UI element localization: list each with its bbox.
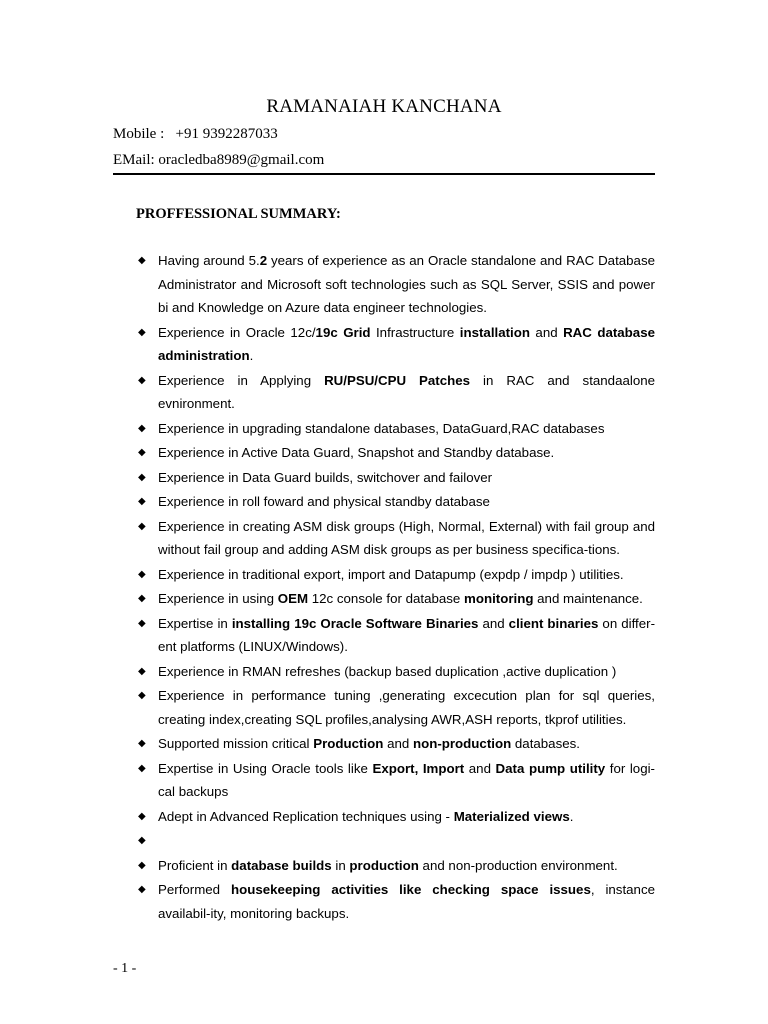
text: Expertise in Using Oracle tools like bbox=[158, 760, 373, 776]
email-value: oracledba8989@gmail.com bbox=[158, 152, 325, 168]
text: Experience in traditional export, import and Datapump (expdp / impdp ) utilities. bbox=[158, 566, 624, 582]
resume-name: RAMANAIAH KANCHANA bbox=[266, 96, 502, 117]
list-item bbox=[137, 612, 655, 659]
text: Experience in roll foward and physical standby database bbox=[158, 494, 490, 509]
text: and non-production environment. bbox=[418, 857, 618, 873]
text: Adept in Advanced Replication techniques using - bbox=[158, 808, 454, 824]
diamond-bullet-icon: ◆ bbox=[138, 617, 146, 629]
list-item bbox=[137, 757, 655, 804]
list-item bbox=[137, 732, 655, 756]
text: Experience in using bbox=[158, 591, 278, 606]
text: and bbox=[478, 615, 509, 631]
mobile-label: Mobile : bbox=[113, 126, 165, 142]
text: Experience in creating ASM disk groups (High, Normal, External) with fail group and without fail group and adding ASM disk groups as per business specifica-tions. bbox=[158, 518, 655, 557]
email-label: EMail: bbox=[113, 152, 155, 168]
diamond-bullet-icon: ◆ bbox=[138, 422, 146, 434]
text: , instance availabil-ity, monitoring backups. bbox=[158, 882, 655, 921]
bold-text: monitoring bbox=[464, 591, 534, 606]
diamond-bullet-icon: ◆ bbox=[138, 884, 146, 895]
text: Supported mission critical bbox=[158, 736, 314, 751]
bold-text: installation bbox=[459, 324, 530, 340]
text: in RAC and standaalone evnironment. bbox=[158, 372, 655, 411]
bold-text: OEM bbox=[277, 591, 309, 606]
text: 12c console for database bbox=[308, 591, 465, 606]
list-item bbox=[137, 684, 655, 731]
diamond-bullet-icon: ◆ bbox=[138, 255, 146, 266]
list-item bbox=[137, 490, 655, 514]
text: Infrastructure bbox=[370, 324, 460, 340]
bold-text: 2 bbox=[259, 253, 268, 268]
text: and bbox=[383, 736, 413, 751]
bold-text: installing 19c Oracle Software Binaries bbox=[231, 615, 479, 631]
diamond-bullet-icon: ◆ bbox=[138, 738, 146, 749]
list-item bbox=[137, 417, 655, 441]
list-item bbox=[137, 829, 655, 853]
text: Experience in performance tuning ,generating excecution plan for sql queries, creating index,creating SQL profiles,analysing AWR,ASH reports, tkprof utilities. bbox=[158, 688, 655, 727]
header-divider bbox=[113, 173, 655, 175]
list-item bbox=[137, 660, 655, 684]
diamond-bullet-icon: ◆ bbox=[138, 326, 146, 338]
diamond-bullet-icon: ◆ bbox=[138, 568, 146, 580]
diamond-bullet-icon: ◆ bbox=[138, 665, 146, 677]
bold-text: RU/PSU/CPU Patches bbox=[324, 372, 471, 388]
list-item bbox=[137, 466, 655, 490]
text: for logi-cal backups bbox=[158, 760, 655, 799]
text: in bbox=[331, 857, 350, 873]
mobile-value: +91 9392287033 bbox=[175, 126, 278, 142]
text: and maintenance. bbox=[533, 591, 643, 606]
bold-text: housekeeping activities like checking space issues bbox=[231, 882, 591, 897]
mobile-line bbox=[113, 126, 278, 143]
bold-text: Export, Import bbox=[372, 760, 465, 776]
bold-text: 19c Grid bbox=[315, 324, 371, 340]
bold-text: Production bbox=[313, 736, 384, 751]
text: . bbox=[569, 808, 574, 824]
diamond-bullet-icon: ◆ bbox=[138, 859, 146, 871]
bold-text: RAC database administration bbox=[158, 324, 655, 363]
bold-text: client binaries bbox=[508, 615, 599, 631]
list-item bbox=[137, 249, 655, 320]
diamond-bullet-icon: ◆ bbox=[138, 496, 146, 507]
list-item bbox=[137, 587, 655, 611]
text: Experience in Data Guard builds, switchover and failover bbox=[158, 469, 493, 485]
summary-bullet-list bbox=[137, 249, 655, 926]
diamond-bullet-icon: ◆ bbox=[138, 374, 146, 386]
text: Experience in RMAN refreshes (backup based duplication ,active duplication ) bbox=[158, 663, 617, 679]
bold-text: production bbox=[349, 857, 419, 873]
text: Experience in Active Data Guard, Snapshot and Standby database. bbox=[158, 445, 555, 460]
section-heading: PROFFESSIONAL SUMMARY: bbox=[136, 206, 341, 222]
list-item bbox=[137, 441, 655, 465]
list-item bbox=[137, 563, 655, 587]
text: years of experience as an Oracle standalone and RAC Database Administrator and Microsoft soft technologies such as SQL Server, SSIS and power bi and Knowledge on Azure data engineer technologies. bbox=[158, 253, 655, 315]
page-number: - 1 - bbox=[113, 961, 137, 976]
bold-text: database builds bbox=[231, 857, 332, 873]
diamond-bullet-icon: ◆ bbox=[138, 447, 146, 458]
text: databases. bbox=[511, 736, 580, 751]
text: and bbox=[464, 760, 496, 776]
text: Experience in Oracle 12c/ bbox=[158, 324, 316, 340]
text: Expertise in bbox=[158, 615, 232, 631]
diamond-bullet-icon: ◆ bbox=[138, 471, 146, 483]
list-item bbox=[137, 321, 655, 368]
diamond-bullet-icon: ◆ bbox=[138, 593, 146, 604]
text: Performed bbox=[158, 882, 231, 897]
bold-text: non-production bbox=[412, 736, 512, 751]
text: Proficient in bbox=[158, 857, 232, 873]
list-item bbox=[137, 854, 655, 878]
bold-text: Materialized views bbox=[453, 808, 570, 824]
text: Having around 5. bbox=[158, 253, 260, 268]
text: . bbox=[249, 348, 254, 363]
email-line bbox=[113, 152, 324, 169]
diamond-bullet-icon: ◆ bbox=[138, 762, 146, 774]
diamond-bullet-icon: ◆ bbox=[138, 810, 146, 822]
list-item bbox=[137, 515, 655, 562]
text: and bbox=[529, 324, 564, 340]
diamond-bullet-icon: ◆ bbox=[138, 835, 146, 846]
text: Experience in Applying bbox=[158, 372, 325, 388]
text: Experience in upgrading standalone databases, DataGuard,RAC databases bbox=[158, 420, 605, 436]
text: on differ-ent platforms (LINUX/Windows). bbox=[158, 615, 655, 654]
bold-text: Data pump utility bbox=[495, 760, 606, 776]
diamond-bullet-icon: ◆ bbox=[138, 690, 146, 701]
list-item bbox=[137, 805, 655, 829]
diamond-bullet-icon: ◆ bbox=[138, 520, 146, 532]
list-item bbox=[137, 369, 655, 416]
list-item bbox=[137, 878, 655, 925]
